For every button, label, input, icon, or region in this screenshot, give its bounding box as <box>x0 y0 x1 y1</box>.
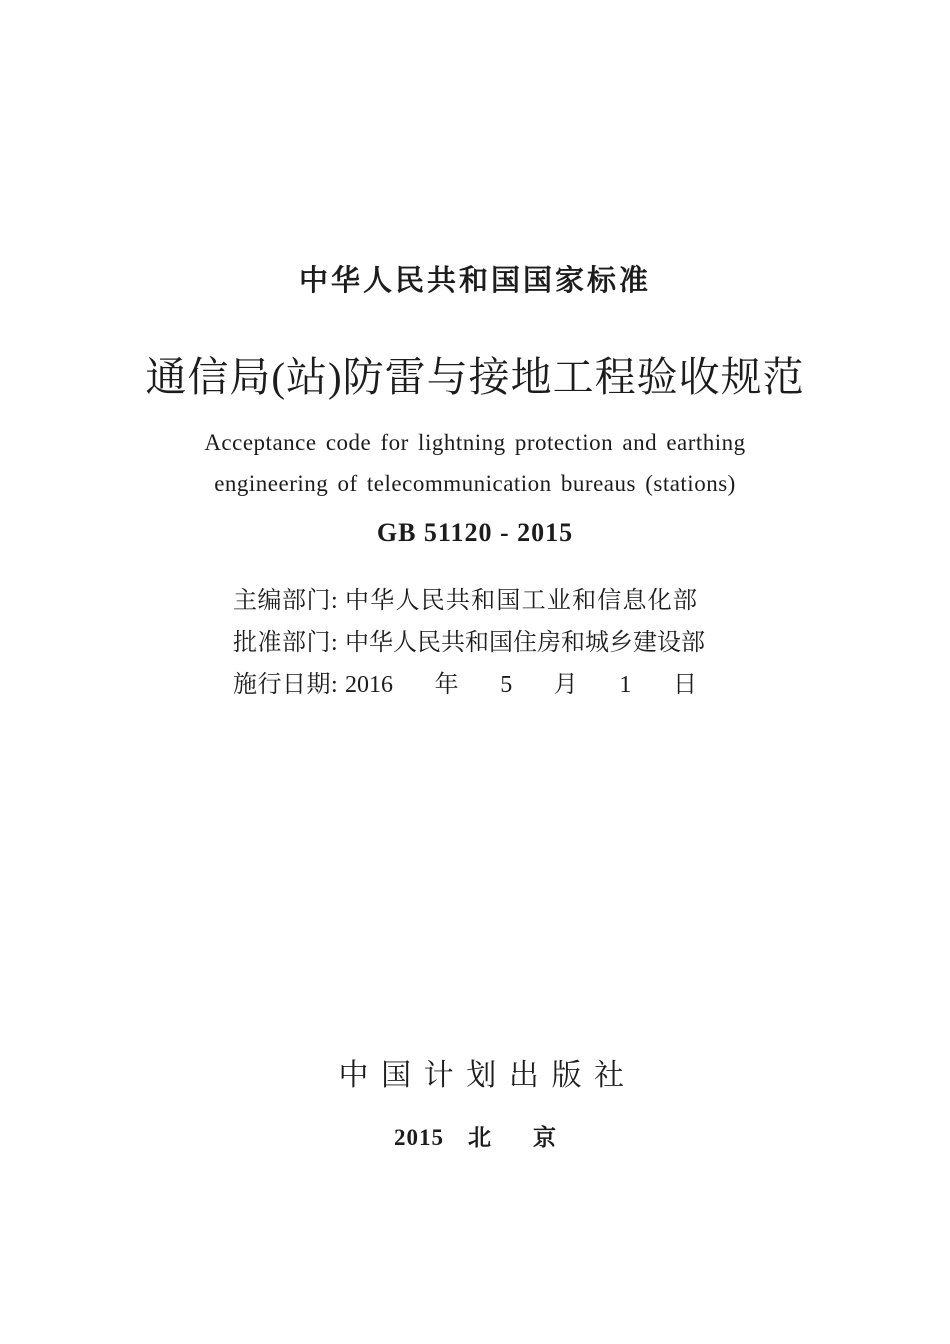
standard-title-en-line1: Acceptance code for lightning protection and earthing <box>204 430 746 455</box>
chief-editor-department-value: 中华人民共和国工业和信息化部 <box>345 588 697 614</box>
approval-department-row <box>233 622 705 664</box>
standard-number: GB 51120 - 2015 <box>376 518 574 547</box>
standard-title-en <box>0 422 950 504</box>
publisher-name: 中国计划出版社 <box>338 1059 637 1092</box>
imprint-line <box>0 1119 950 1152</box>
effective-date-row <box>233 664 698 706</box>
effective-date-label: 施行日期: <box>233 672 339 698</box>
approval-department-label: 批准部门: <box>233 630 339 656</box>
effective-date-value: 2016年5月1日 <box>345 672 697 698</box>
standard-title-en-line2: engineering of telecommunication bureaus (stations) <box>214 471 736 496</box>
approval-department-value: 中华人民共和国住房和城乡建设部 <box>345 630 705 656</box>
chief-editor-department-row <box>233 580 698 622</box>
publication-info-block <box>233 580 705 706</box>
chief-editor-department-label: 主编部门: <box>233 588 339 614</box>
imprint-year: 2015 <box>394 1125 444 1150</box>
national-standard-heading: 中华人民共和国国家标准 <box>298 265 651 297</box>
standard-title-cn: 通信局(站)防雷与接地工程验收规范 <box>145 354 805 400</box>
imprint-city: 北京 <box>468 1125 598 1150</box>
